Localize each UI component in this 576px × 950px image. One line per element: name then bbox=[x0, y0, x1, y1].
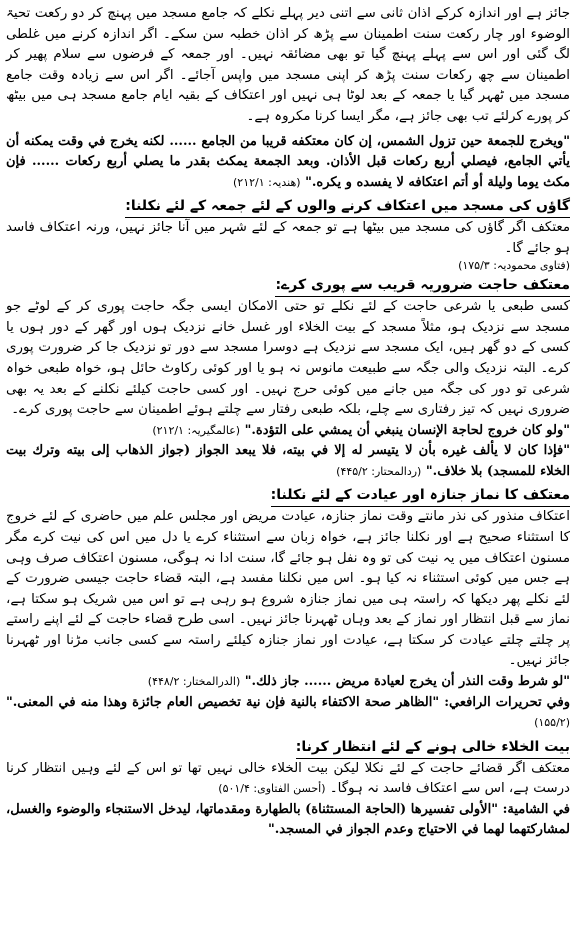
paragraph-village-mosque: معتکف اگر گاؤں کی مسجد میں بیٹھا ہے تو جمعہ کے لئے شہر میں آنا جائز نہیں، ورنہ اعتکاف فاسد ہو جائے گا۔ bbox=[6, 220, 570, 256]
reference-alamgiriya: (عالمگیریہ: ۲۱۲/۱) bbox=[152, 423, 241, 437]
arabic-quote-tahrirat-rafii bbox=[6, 693, 570, 734]
section-heading-waiting-toilet: بیت الخلاء خالی ہونے کے لئے انتظار کرنا: bbox=[296, 737, 570, 759]
section-heading-village-mosque: گاؤں کی مسجد میں اعتکاف کرنے والوں کے لئے جمعہ کے لئے نکلنا: bbox=[125, 196, 570, 218]
arabic-quote-shamiya: في الشامية: "الأولى تفسيرها (الحاجة المستثناة) بالطهارة ومقدماتها، ليدخل الاستنجاء والوضوء والغسل، لمشاركتهما لهما في الاحتياج وعدم الجواز في المسجد." bbox=[6, 801, 570, 838]
paragraph-jumma-timing: جائز ہے اور اندازہ کرکے اذان ثانی سے اتنی دیر پہلے نکلے کہ جامع مسجد میں پہنچ کر دو رکعت تحیۃ الوضوء اور چار رکعت سنت اطمینان سے پڑھ کر اذان خطبہ سن سکے۔ اگر اندازہ کرنے میں غلطی لگ گئی اور اس سے پہلے پہنچ گیا تو بھی مضائقہ نہیں۔ اور جمعہ کے فرضوں سے سلام پھیر کر اطمینان سے چھ رکعات سنت پڑھ کر اپنی مسجد میں واپس آجائے۔ اگر اس سے زیادہ وقت جامع مسجد میں ٹھہر گیا یا جمعہ کے بعد لوٹا ہی نہیں اور اعتکاف کے بقیہ ایام جامع مسجد ہی میں بیٹھ کر پورے کرلئے تب بھی جائز ہے، مگر ایسا کرنا مکروہ ہے۔ bbox=[6, 6, 570, 124]
arabic-quote-alamgiriya bbox=[6, 421, 570, 442]
reference-raddul-muhtar: (ردالمحتار: ۴۴۵/۲) bbox=[336, 464, 422, 478]
paragraph-waiting-toilet bbox=[6, 759, 570, 800]
arabic-quote-text: وفي تحريرات الرافعي: "الظاهر صحة الاكتفاء بالنية فإن نية تخصيص العام جائزة وهذا منه في المعنى." bbox=[6, 694, 570, 710]
paragraph-text: معتکف اگر قضائے حاجت کے لئے نکلا لیکن بیت الخلاء خالی نہیں تھا تو اس کے لئے وہیں انتظار کرنا درست ہے، اس سے اعتکاف فاسد نہ ہوگا۔ bbox=[6, 760, 570, 797]
reference-durrul-mukhtar: (الدرالمختار: ۴۴۸/۲) bbox=[147, 675, 241, 689]
arabic-quote-raddul-muhtar bbox=[6, 441, 570, 482]
arabic-quote-text: "لو شرط وقت النذر أن يخرج لعيادة مريض ...... جاز ذلك." bbox=[244, 674, 570, 690]
arabic-quote-text: "ويخرج للجمعة حين تزول الشمس، إن كان معتكفه قريبا من الجامع ...... لكنه يخرج في وقت يمكنه أن يأتي الجامع، فيصلي أربع ركعات قبل الأذان. وبعد الجمعة يمكث بقدر ما يصلي أربع ركعات ...... فإن مكث يوما وليلة أو أتم اعتكافه لا يفسده و يكره." bbox=[6, 133, 570, 190]
section-heading-nearby-need: معتکف حاجت ضروریہ قریب سے پوری کرے: bbox=[275, 275, 570, 297]
arabic-quote-text: "فإذا كان لا يألف غيره بأن لا يتيسر له إلا في بيته، فلا يبعد الجواز (جواز الذهاب إلى بيته وترك بيت الخلاء للمسجد) بلا خلاف." bbox=[6, 443, 570, 479]
section-heading-janaza-iyadat: معتکف کا نماز جنازہ اور عیادت کے لئے نکلنا: bbox=[271, 485, 570, 507]
reference-fatawa-mahmoodiya: (فتاوی محمودیہ: ۱۷۵/۳) bbox=[458, 259, 570, 273]
reference-hindiya: (هندیہ: ۲۱۲/۱) bbox=[233, 175, 301, 189]
paragraph-janaza-iyadat: اعتکاف منذور کی نذر مانتے وقت نماز جنازہ، عیادت مریض اور مجلس علم میں حاضری کے لئے خروج کا استثناء صحیح ہے اور نکلنا جائز ہے، خواہ زبان سے استثناء کرے یا دل میں اس کی نیت کرے مگر مسنون اعتکاف میں یہ نیت کی تو وہ نفل ہو جائے گا، سنت ادا نہ ہوگی، مسنون اعتکاف صرف وہی ہے جس میں کوئی استثناء نہ کیا ہو۔ اس میں نکلنا مفسد ہے، البتہ قضاء حاجت جیسی ضرورت کے لئے نکلے پھر دیکھا کہ راستہ ہی میں نماز جنازہ شروع ہو رہی ہے تو اس میں شریک ہو سکتا ہے، نماز سے قبل انتظار اور نماز کے بعد وہاں ٹھہرنا جائز نہیں۔ اسی طرح قضاء حاجت کے لئے اپنے راستے پر چلتے چلتے عیادت کر سکتا ہے، عیادت اور نماز جنازہ کیلئے راستہ سے کسی جانب مڑنا اور ٹھہرنا جائز نہیں۔ bbox=[6, 509, 570, 669]
paragraph-nearby-need: کسی طبعی یا شرعی حاجت کے لئے نکلے تو حتی الامکان ایسی جگہ حاجت پوری کر کے لوٹے جو مسجد سے نزدیک ہو، مثلاً مسجد کے بیت الخلاء اور غسل خانے نزدیک ہوں اور گھر کے دور ہوں یا کسی کے دو گھر ہیں، ایک مسجد سے نزدیک ہے دوسرا مسجد سے دور تو نزدیک جا کر ضرورت پوری کرے۔ البتہ نزدیک والی جگہ سے طبیعت مانوس نہ ہو یا اور کوئی رکاوٹ حائل ہو، خواہ طبعی خواہ شرعی تو دور کی جگہ میں جانے میں کوئی حرج نہیں۔ اور کسی حاجت کیلئے نکلنے کے بعد یہ بھی ضروری نہیں کہ تیز رفتاری سے چلے، بلکہ طبعی رفتار سے چلتے ہوئے اطمینان سے حاجت پوری کرے۔ bbox=[6, 299, 570, 418]
arabic-quote-durrul-mukhtar bbox=[6, 672, 570, 693]
arabic-quote-hindiya bbox=[6, 132, 570, 194]
arabic-quote-text: "ولو كان خروج لحاجة الإنسان ينبغي أن يمشي على التؤدة." bbox=[244, 422, 570, 438]
reference-tahrirat-rafii: (۱۵۵/۲) bbox=[534, 716, 570, 730]
reference-ahsanul-fatawa: (أحسن الفتاوی: ۵۰۱/۴) bbox=[218, 782, 326, 796]
